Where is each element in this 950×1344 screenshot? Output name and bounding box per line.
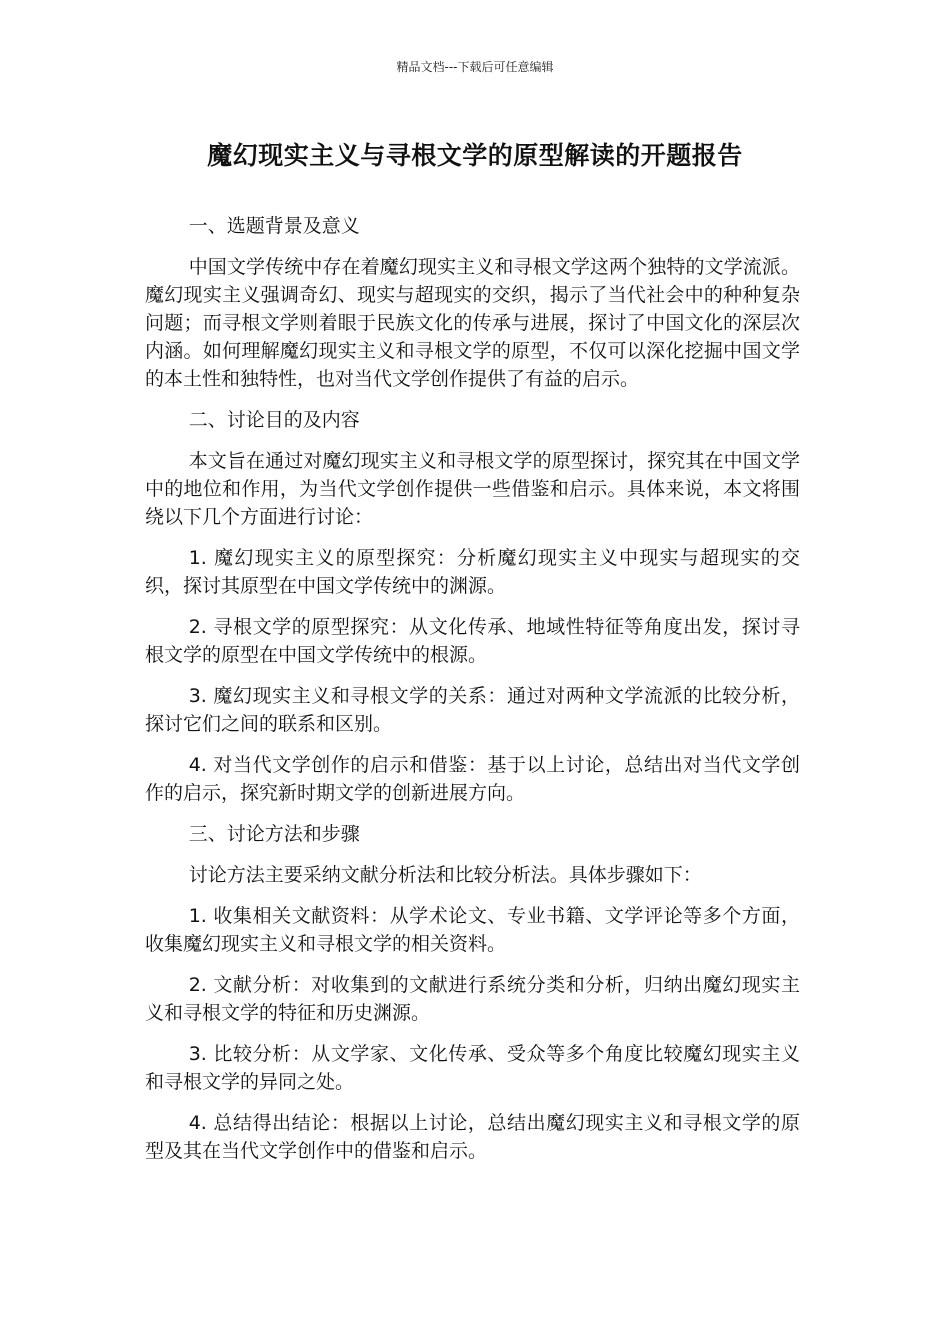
list-item-purpose-1: 1. 魔幻现实主义的原型探究：分析魔幻现实主义中现实与超现实的交织，探讨其原型在中国文学传统中的渊源。: [145, 547, 800, 597]
document-body: [145, 212, 800, 1178]
section-heading-background: 一、选题背景及意义: [188, 215, 360, 237]
list-item-purpose-3: 3. 魔幻现实主义和寻根文学的关系：通过对两种文学流派的比较分析，探讨它们之间的联系和区别。: [145, 685, 800, 735]
paragraph-method: 讨论方法主要采纳文献分析法和比较分析法。具体步骤如下：: [188, 864, 702, 886]
list-item-purpose-2: 2. 寻根文学的原型探究：从文化传承、地域性特征等角度出发，探讨寻根文学的原型在中国文学传统中的根源。: [145, 616, 800, 666]
paragraph-background: 中国文学传统中存在着魔幻现实主义和寻根文学这两个独特的文学流派。魔幻现实主义强调奇幻、现实与超现实的交织，揭示了当代社会中的种种复杂问题；而寻根文学则着眼于民族文化的传承与进展，探讨了中国文化的深层次内涵。如何理解魔幻现实主义和寻根文学的原型，不仅可以深化挖掘中国文学的本土性和独特性，也对当代文学创作提供了有益的启示。: [145, 256, 800, 390]
section-heading-method: 三、讨论方法和步骤: [188, 823, 360, 845]
section-heading-purpose: 二、讨论目的及内容: [188, 409, 360, 431]
paragraph-purpose: 本文旨在通过对魔幻现实主义和寻根文学的原型探讨，探究其在中国文学中的地位和作用，为当代文学创作提供一些借鉴和启示。具体来说，本文将围绕以下几个方面进行讨论：: [145, 450, 800, 528]
list-item-method-2: 2. 文献分析：对收集到的文献进行系统分类和分析，归纳出魔幻现实主义和寻根文学的特征和历史渊源。: [145, 974, 800, 1024]
list-item-purpose-4: 4. 对当代文学创作的启示和借鉴：基于以上讨论，总结出对当代文学创作的启示，探究新时期文学的创新进展方向。: [145, 754, 800, 804]
list-item-method-1: 1. 收集相关文献资料：从学术论文、专业书籍、文学评论等多个方面，收集魔幻现实主义和寻根文学的相关资料。: [145, 905, 800, 955]
list-item-method-3: 3. 比较分析：从文学家、文化传承、受众等多个角度比较魔幻现实主义和寻根文学的异同之处。: [145, 1043, 800, 1093]
document-title: 魔幻现实主义与寻根文学的原型解读的开题报告: [207, 141, 743, 170]
list-item-method-4: 4. 总结得出结论：根据以上讨论，总结出魔幻现实主义和寻根文学的原型及其在当代文学创作中的借鉴和启示。: [145, 1112, 800, 1162]
page-header: 精品文档---下载后可任意编辑: [396, 60, 554, 74]
